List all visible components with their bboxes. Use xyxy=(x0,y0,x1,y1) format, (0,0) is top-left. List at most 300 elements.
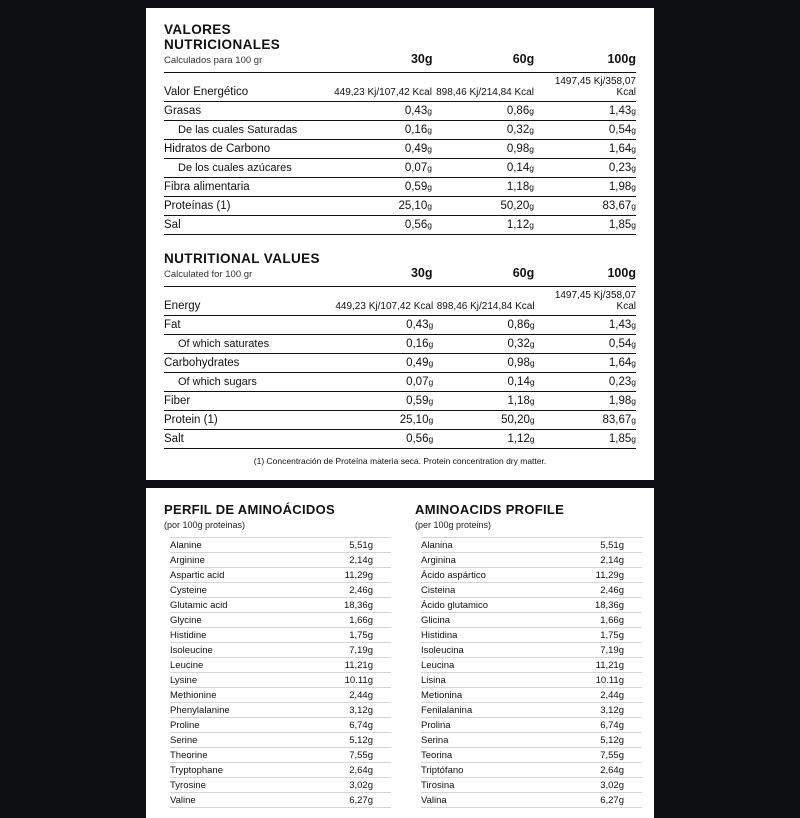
nutrient-value xyxy=(332,392,433,411)
nutrition-block xyxy=(164,251,636,449)
aminoacid-value: 3,12g xyxy=(551,703,642,718)
table-row xyxy=(164,354,636,373)
nutrient-unit: g xyxy=(428,434,434,444)
aminoacid-name: Isoleucine xyxy=(170,643,294,658)
table-row xyxy=(421,658,642,673)
aminoacid-value: 5,51g xyxy=(551,538,642,553)
serving-size-header: 60g xyxy=(512,52,535,66)
table-row xyxy=(164,287,636,316)
table-row xyxy=(164,411,636,430)
aminoacid-value: 1,75g xyxy=(294,628,391,643)
nutrient-value-number: 0,32 xyxy=(507,338,530,350)
aminoacid-name: Prolina xyxy=(421,718,551,733)
nutrient-unit: g xyxy=(529,434,535,444)
aminoacid-value: 2,44g xyxy=(551,688,642,703)
aminoacid-name: Valina xyxy=(421,793,551,808)
nutrition-title-cell xyxy=(164,22,331,66)
aminoacid-value: 7,19g xyxy=(294,643,391,658)
nutrient-value xyxy=(535,411,636,430)
serving-size-header: 60g xyxy=(512,266,535,280)
table-row xyxy=(164,73,636,102)
nutrient-unit: g xyxy=(631,125,636,135)
table-row xyxy=(170,748,391,763)
nutrient-value-number: 898,46 Kj/214,84 Kcal xyxy=(436,301,535,312)
table-row xyxy=(164,392,636,411)
aminoacid-value: 18,36g xyxy=(294,598,391,613)
nutrient-value xyxy=(330,121,432,140)
nutrient-value-number: 0,16 xyxy=(406,338,429,350)
aminoacids-subtitle: (per 100g proteins) xyxy=(415,520,492,530)
table-row xyxy=(164,140,636,159)
nutrient-unit: g xyxy=(529,144,534,154)
nutrient-unit: g xyxy=(631,144,636,154)
nutrient-value-number: 0,54 xyxy=(608,124,632,136)
table-row xyxy=(170,658,391,673)
nutrient-value-number: 0,23 xyxy=(608,376,632,388)
nutrient-value xyxy=(432,140,534,159)
nutrient-label: Grasas xyxy=(164,102,330,121)
nutrient-label: Protein (1) xyxy=(164,411,332,430)
nutrition-footnote: (1) Concentración de Proteína materia seca. Protein concentration dry matter. xyxy=(253,456,547,466)
table-row xyxy=(170,613,391,628)
aminoacids-title: PERFIL DE AMINOÁCIDOS xyxy=(164,502,335,517)
nutrient-unit: g xyxy=(529,320,535,330)
table-row xyxy=(164,121,636,140)
nutrient-value-number: 0,14 xyxy=(506,162,530,174)
aminoacid-value: 2,64g xyxy=(294,763,391,778)
nutrient-unit: g xyxy=(427,182,432,192)
nutrient-value-number: 1,43 xyxy=(608,319,632,331)
nutrient-unit: g xyxy=(428,358,434,368)
nutrient-unit: g xyxy=(631,339,636,349)
nutrient-value xyxy=(534,121,636,140)
nutrient-value-number: 0,43 xyxy=(406,319,429,331)
aminoacid-value: 6,27g xyxy=(294,793,391,808)
aminoacid-name: Theorine xyxy=(170,748,294,763)
nutrient-value xyxy=(534,140,636,159)
table-row xyxy=(164,197,636,216)
nutrient-unit: g xyxy=(428,396,434,406)
table-row xyxy=(421,688,642,703)
nutrient-unit: g xyxy=(529,125,534,135)
aminoacid-value: 7,55g xyxy=(294,748,391,763)
aminoacid-name: Aspartic acid xyxy=(170,568,294,583)
nutrition-table xyxy=(164,72,636,235)
aminoacid-name: Valine xyxy=(170,793,294,808)
nutrient-value-number: 1497,45 Kj/358,07 Kcal xyxy=(554,290,636,312)
aminoacid-value: 6,27g xyxy=(551,793,642,808)
table-row xyxy=(170,598,391,613)
aminoacids-table xyxy=(421,537,642,808)
aminoacid-name: Alanina xyxy=(421,538,551,553)
table-row xyxy=(421,778,642,793)
aminoacid-value: 2,14g xyxy=(294,553,391,568)
table-row xyxy=(164,178,636,197)
aminoacid-name: Triptófano xyxy=(421,763,551,778)
table-row xyxy=(421,763,642,778)
nutrient-value-number: 0,98 xyxy=(506,143,530,155)
nutrient-unit: g xyxy=(631,377,636,387)
table-row xyxy=(164,430,636,449)
nutrient-value-number: 449,23 Kj/107,42 Kcal xyxy=(334,87,432,98)
table-row xyxy=(170,643,391,658)
nutrient-value xyxy=(535,392,636,411)
table-row xyxy=(421,733,642,748)
nutrient-unit: g xyxy=(428,320,434,330)
nutrient-value xyxy=(535,316,636,335)
aminoacid-name: Ácido aspártico xyxy=(421,568,551,583)
nutrient-value-number: 0,98 xyxy=(507,357,530,369)
table-row xyxy=(170,688,391,703)
serving-size-header: 100g xyxy=(607,52,636,66)
nutrient-value-number: 50,20 xyxy=(500,200,530,212)
nutrient-label: De las cuales Saturadas xyxy=(164,121,330,140)
nutrition-title: NUTRITIONAL VALUES xyxy=(164,251,320,266)
nutrient-value-number: 1,18 xyxy=(507,395,530,407)
nutrient-unit: g xyxy=(529,201,534,211)
nutrient-value xyxy=(432,121,534,140)
aminoacid-name: Lisina xyxy=(421,673,551,688)
aminoacid-name: Glutamic acid xyxy=(170,598,294,613)
nutrient-unit: g xyxy=(631,201,636,211)
nutrient-unit: g xyxy=(428,377,434,387)
nutrient-value-number: 25,10 xyxy=(398,200,428,212)
aminoacid-value: 3,02g xyxy=(294,778,391,793)
table-row xyxy=(421,583,642,598)
nutrient-value-number: 0,86 xyxy=(507,319,530,331)
nutrient-value-number: 1,12 xyxy=(506,219,530,231)
nutrient-label: Fibra alimentaria xyxy=(164,178,330,197)
nutrient-unit: g xyxy=(427,125,432,135)
aminoacid-name: Serine xyxy=(170,733,294,748)
nutrient-value xyxy=(433,373,534,392)
nutrient-label: Fiber xyxy=(164,392,332,411)
nutrient-value xyxy=(330,73,432,102)
nutrient-value xyxy=(535,335,636,354)
aminoacid-name: Cysteine xyxy=(170,583,294,598)
nutrient-unit: g xyxy=(529,220,534,230)
nutrient-value xyxy=(332,430,433,449)
table-row xyxy=(421,703,642,718)
aminoacid-value: 1,66g xyxy=(294,613,391,628)
nutrient-value xyxy=(330,102,432,121)
nutrient-unit: g xyxy=(631,415,636,425)
nutrient-value-number: 1,64 xyxy=(608,357,632,369)
nutrient-value xyxy=(433,411,534,430)
aminoacid-name: Metionina xyxy=(421,688,551,703)
aminoacid-name: Histidine xyxy=(170,628,294,643)
nutrient-unit: g xyxy=(529,182,534,192)
aminoacid-name: Phenylalanine xyxy=(170,703,294,718)
nutrient-value xyxy=(433,287,534,316)
nutrient-value-number: 1,85 xyxy=(608,219,632,231)
table-row xyxy=(421,628,642,643)
nutrition-subtitle: Calculated for 100 gr xyxy=(164,269,253,280)
nutrient-unit: g xyxy=(631,163,636,173)
nutrient-unit: g xyxy=(428,415,434,425)
table-row xyxy=(164,316,636,335)
nutrient-label: Of which sugars xyxy=(164,373,332,392)
nutrition-block xyxy=(164,22,636,235)
aminoacids-subtitle: (por 100g proteinas) xyxy=(164,520,246,530)
nutrient-label: Carbohydrates xyxy=(164,354,332,373)
aminoacid-value: 11,21g xyxy=(551,658,642,673)
nutrient-value-number: 1,12 xyxy=(507,433,530,445)
nutrient-value-number: 0,07 xyxy=(406,376,429,388)
nutrition-header xyxy=(164,22,636,66)
aminoacid-value: 2,46g xyxy=(551,583,642,598)
nutrition-panel xyxy=(146,8,654,480)
nutrient-value xyxy=(433,335,534,354)
aminoacid-value: 11,21g xyxy=(294,658,391,673)
nutrient-unit: g xyxy=(631,434,636,444)
aminoacid-name: Methionine xyxy=(170,688,294,703)
nutrition-subtitle: Calculados para 100 gr xyxy=(164,55,263,66)
nutrient-value xyxy=(332,354,433,373)
nutrient-label: Hidratos de Carbono xyxy=(164,140,330,159)
nutrient-unit: g xyxy=(529,396,535,406)
table-row xyxy=(164,216,636,235)
aminoacid-value: 11,29g xyxy=(294,568,391,583)
aminoacid-name: Leucina xyxy=(421,658,551,673)
nutrient-value-number: 0,56 xyxy=(406,433,429,445)
nutrient-value-number: 25,10 xyxy=(399,414,429,426)
nutrient-label: De los cuales azúcares xyxy=(164,159,330,178)
aminoacid-value: 6,74g xyxy=(294,718,391,733)
nutrient-value xyxy=(432,197,534,216)
nutrient-value-number: 0,23 xyxy=(608,162,632,174)
aminoacid-name: Tirosina xyxy=(421,778,551,793)
nutrient-unit: g xyxy=(529,358,535,368)
serving-size-header: 30g xyxy=(410,266,433,280)
aminoacids-panel xyxy=(146,488,654,818)
nutrient-value xyxy=(534,178,636,197)
nutrient-unit: g xyxy=(529,415,535,425)
table-row xyxy=(421,613,642,628)
nutrient-value xyxy=(432,73,534,102)
nutrient-unit: g xyxy=(428,339,434,349)
aminoacid-name: Cisteina xyxy=(421,583,551,598)
nutrient-value-number: 898,46 Kj/214,84 Kcal xyxy=(436,87,534,98)
serving-size-header: 100g xyxy=(607,266,636,280)
nutrient-value xyxy=(535,354,636,373)
aminoacid-value: 2,46g xyxy=(294,583,391,598)
aminoacid-name: Ácido glutamico xyxy=(421,598,551,613)
nutrient-value xyxy=(332,335,433,354)
table-row xyxy=(170,763,391,778)
nutrition-title-cell xyxy=(164,251,331,280)
aminoacid-name: Histidina xyxy=(421,628,551,643)
nutrient-value xyxy=(330,140,432,159)
aminoacid-value: 2,14g xyxy=(551,553,642,568)
table-row xyxy=(170,793,391,808)
nutrient-label: Fat xyxy=(164,316,332,335)
nutrient-unit: g xyxy=(631,358,636,368)
table-row xyxy=(421,748,642,763)
table-row xyxy=(170,628,391,643)
nutrient-label: Energy xyxy=(164,287,332,316)
nutrient-unit: g xyxy=(529,163,534,173)
table-row xyxy=(421,673,642,688)
nutrition-title: VALORES NUTRICIONALES xyxy=(164,22,281,52)
aminoacid-name: Fenilalanina xyxy=(421,703,551,718)
nutrient-unit: g xyxy=(631,106,636,116)
aminoacid-value: 7,55g xyxy=(551,748,642,763)
aminoacid-name: Tyrosine xyxy=(170,778,294,793)
nutrient-value-number: 83,67 xyxy=(602,200,632,212)
nutrient-value xyxy=(534,73,636,102)
table-row xyxy=(164,373,636,392)
aminoacid-name: Isoleucina xyxy=(421,643,551,658)
table-row xyxy=(421,718,642,733)
nutrient-value-number: 0,59 xyxy=(404,181,428,193)
aminoacid-name: Proline xyxy=(170,718,294,733)
nutrient-unit: g xyxy=(427,220,432,230)
nutrient-unit: g xyxy=(427,144,432,154)
nutrient-value-number: 1,98 xyxy=(608,181,632,193)
aminoacid-name: Leucine xyxy=(170,658,294,673)
nutrient-unit: g xyxy=(427,106,432,116)
aminoacid-value: 10.11g xyxy=(551,673,642,688)
aminoacid-name: Arginina xyxy=(421,553,551,568)
nutrition-table xyxy=(164,286,636,449)
nutrient-value xyxy=(332,316,433,335)
aminoacid-value: 11,29g xyxy=(551,568,642,583)
nutrient-unit: g xyxy=(529,106,534,116)
aminoacid-value: 2,64g xyxy=(551,763,642,778)
aminoacid-value: 3,02g xyxy=(551,778,642,793)
aminoacid-name: Glycine xyxy=(170,613,294,628)
aminoacid-value: 6,74g xyxy=(551,718,642,733)
aminoacids-title: AMINOACIDS PROFILE xyxy=(415,502,565,517)
nutrient-value-number: 1,43 xyxy=(608,105,632,117)
nutrient-value-number: 449,23 Kj/107,42 Kcal xyxy=(335,301,434,312)
nutrient-value xyxy=(535,430,636,449)
nutrient-value-number: 0,56 xyxy=(404,219,428,231)
nutrient-value xyxy=(432,102,534,121)
nutrient-label: Salt xyxy=(164,430,332,449)
nutrient-value-number: 0,59 xyxy=(406,395,429,407)
aminoacid-value: 2,44g xyxy=(294,688,391,703)
nutrient-value-number: 1,98 xyxy=(608,395,632,407)
table-row xyxy=(421,598,642,613)
table-row xyxy=(170,568,391,583)
table-row xyxy=(164,159,636,178)
nutrient-value-number: 0,54 xyxy=(608,338,632,350)
table-row xyxy=(421,568,642,583)
nutrient-value xyxy=(432,216,534,235)
table-row xyxy=(170,673,391,688)
nutrient-value xyxy=(433,316,534,335)
table-row xyxy=(421,643,642,658)
aminoacid-value: 5,51g xyxy=(294,538,391,553)
nutrient-value-number: 50,20 xyxy=(501,414,530,426)
nutrient-unit: g xyxy=(631,182,636,192)
nutrient-value-number: 0,43 xyxy=(404,105,428,117)
aminoacid-value: 5,12g xyxy=(294,733,391,748)
table-row xyxy=(421,553,642,568)
nutrient-value xyxy=(534,159,636,178)
nutrient-value-number: 1,64 xyxy=(608,143,632,155)
nutrient-value-number: 1,85 xyxy=(608,433,632,445)
nutrient-unit: g xyxy=(427,201,432,211)
table-row xyxy=(421,793,642,808)
nutrient-value xyxy=(433,430,534,449)
nutrient-value xyxy=(330,216,432,235)
nutrient-label: Proteínas (1) xyxy=(164,197,330,216)
nutrient-label: Sal xyxy=(164,216,330,235)
nutrient-value xyxy=(433,354,534,373)
aminoacid-value: 3,12g xyxy=(294,703,391,718)
nutrient-value-number: 0,32 xyxy=(506,124,530,136)
aminoacid-name: Serina xyxy=(421,733,551,748)
table-row xyxy=(164,335,636,354)
table-row xyxy=(421,538,642,553)
nutrient-label: Of which saturates xyxy=(164,335,332,354)
nutrient-value xyxy=(332,373,433,392)
table-row xyxy=(170,733,391,748)
aminoacid-name: Lysine xyxy=(170,673,294,688)
table-row xyxy=(170,778,391,793)
aminoacid-value: 5,12g xyxy=(551,733,642,748)
aminoacid-value: 1,75g xyxy=(551,628,642,643)
nutrient-value-number: 0,14 xyxy=(507,376,530,388)
aminoacids-column xyxy=(164,502,385,808)
nutrient-value-number: 0,86 xyxy=(506,105,530,117)
nutrient-value xyxy=(433,392,534,411)
aminoacid-value: 7,19g xyxy=(551,643,642,658)
aminoacid-value: 18,36g xyxy=(551,598,642,613)
nutrient-unit: g xyxy=(529,377,535,387)
aminoacid-name: Arginine xyxy=(170,553,294,568)
table-row xyxy=(170,538,391,553)
nutrient-value xyxy=(432,178,534,197)
nutrient-value-number: 0,49 xyxy=(404,143,428,155)
nutrient-value-number: 0,07 xyxy=(404,162,428,174)
nutrient-value-number: 0,49 xyxy=(406,357,429,369)
aminoacids-table xyxy=(170,537,391,808)
nutrient-label: Valor Energético xyxy=(164,73,330,102)
nutrient-value xyxy=(330,159,432,178)
aminoacid-name: Teorina xyxy=(421,748,551,763)
aminoacid-name: Glicina xyxy=(421,613,551,628)
aminoacid-name: Alanine xyxy=(170,538,294,553)
nutrient-value xyxy=(332,411,433,430)
nutrient-value xyxy=(535,287,636,316)
nutrient-value xyxy=(535,373,636,392)
nutrient-value xyxy=(330,197,432,216)
nutrient-value xyxy=(534,197,636,216)
nutrient-unit: g xyxy=(427,163,432,173)
nutrient-value xyxy=(534,216,636,235)
nutrient-value xyxy=(332,287,433,316)
serving-size-header: 30g xyxy=(410,52,433,66)
aminoacid-value: 10.11g xyxy=(294,673,391,688)
table-row xyxy=(170,583,391,598)
table-row xyxy=(170,553,391,568)
aminoacids-column xyxy=(415,502,636,808)
table-row xyxy=(170,703,391,718)
nutrient-value-number: 83,67 xyxy=(602,414,632,426)
table-row xyxy=(164,102,636,121)
nutrient-unit: g xyxy=(631,396,636,406)
table-row xyxy=(170,718,391,733)
nutrient-unit: g xyxy=(529,339,535,349)
aminoacid-name: Tryptophane xyxy=(170,763,294,778)
nutrient-value-number: 0,16 xyxy=(404,124,428,136)
nutrient-value xyxy=(330,178,432,197)
nutrient-unit: g xyxy=(631,220,636,230)
